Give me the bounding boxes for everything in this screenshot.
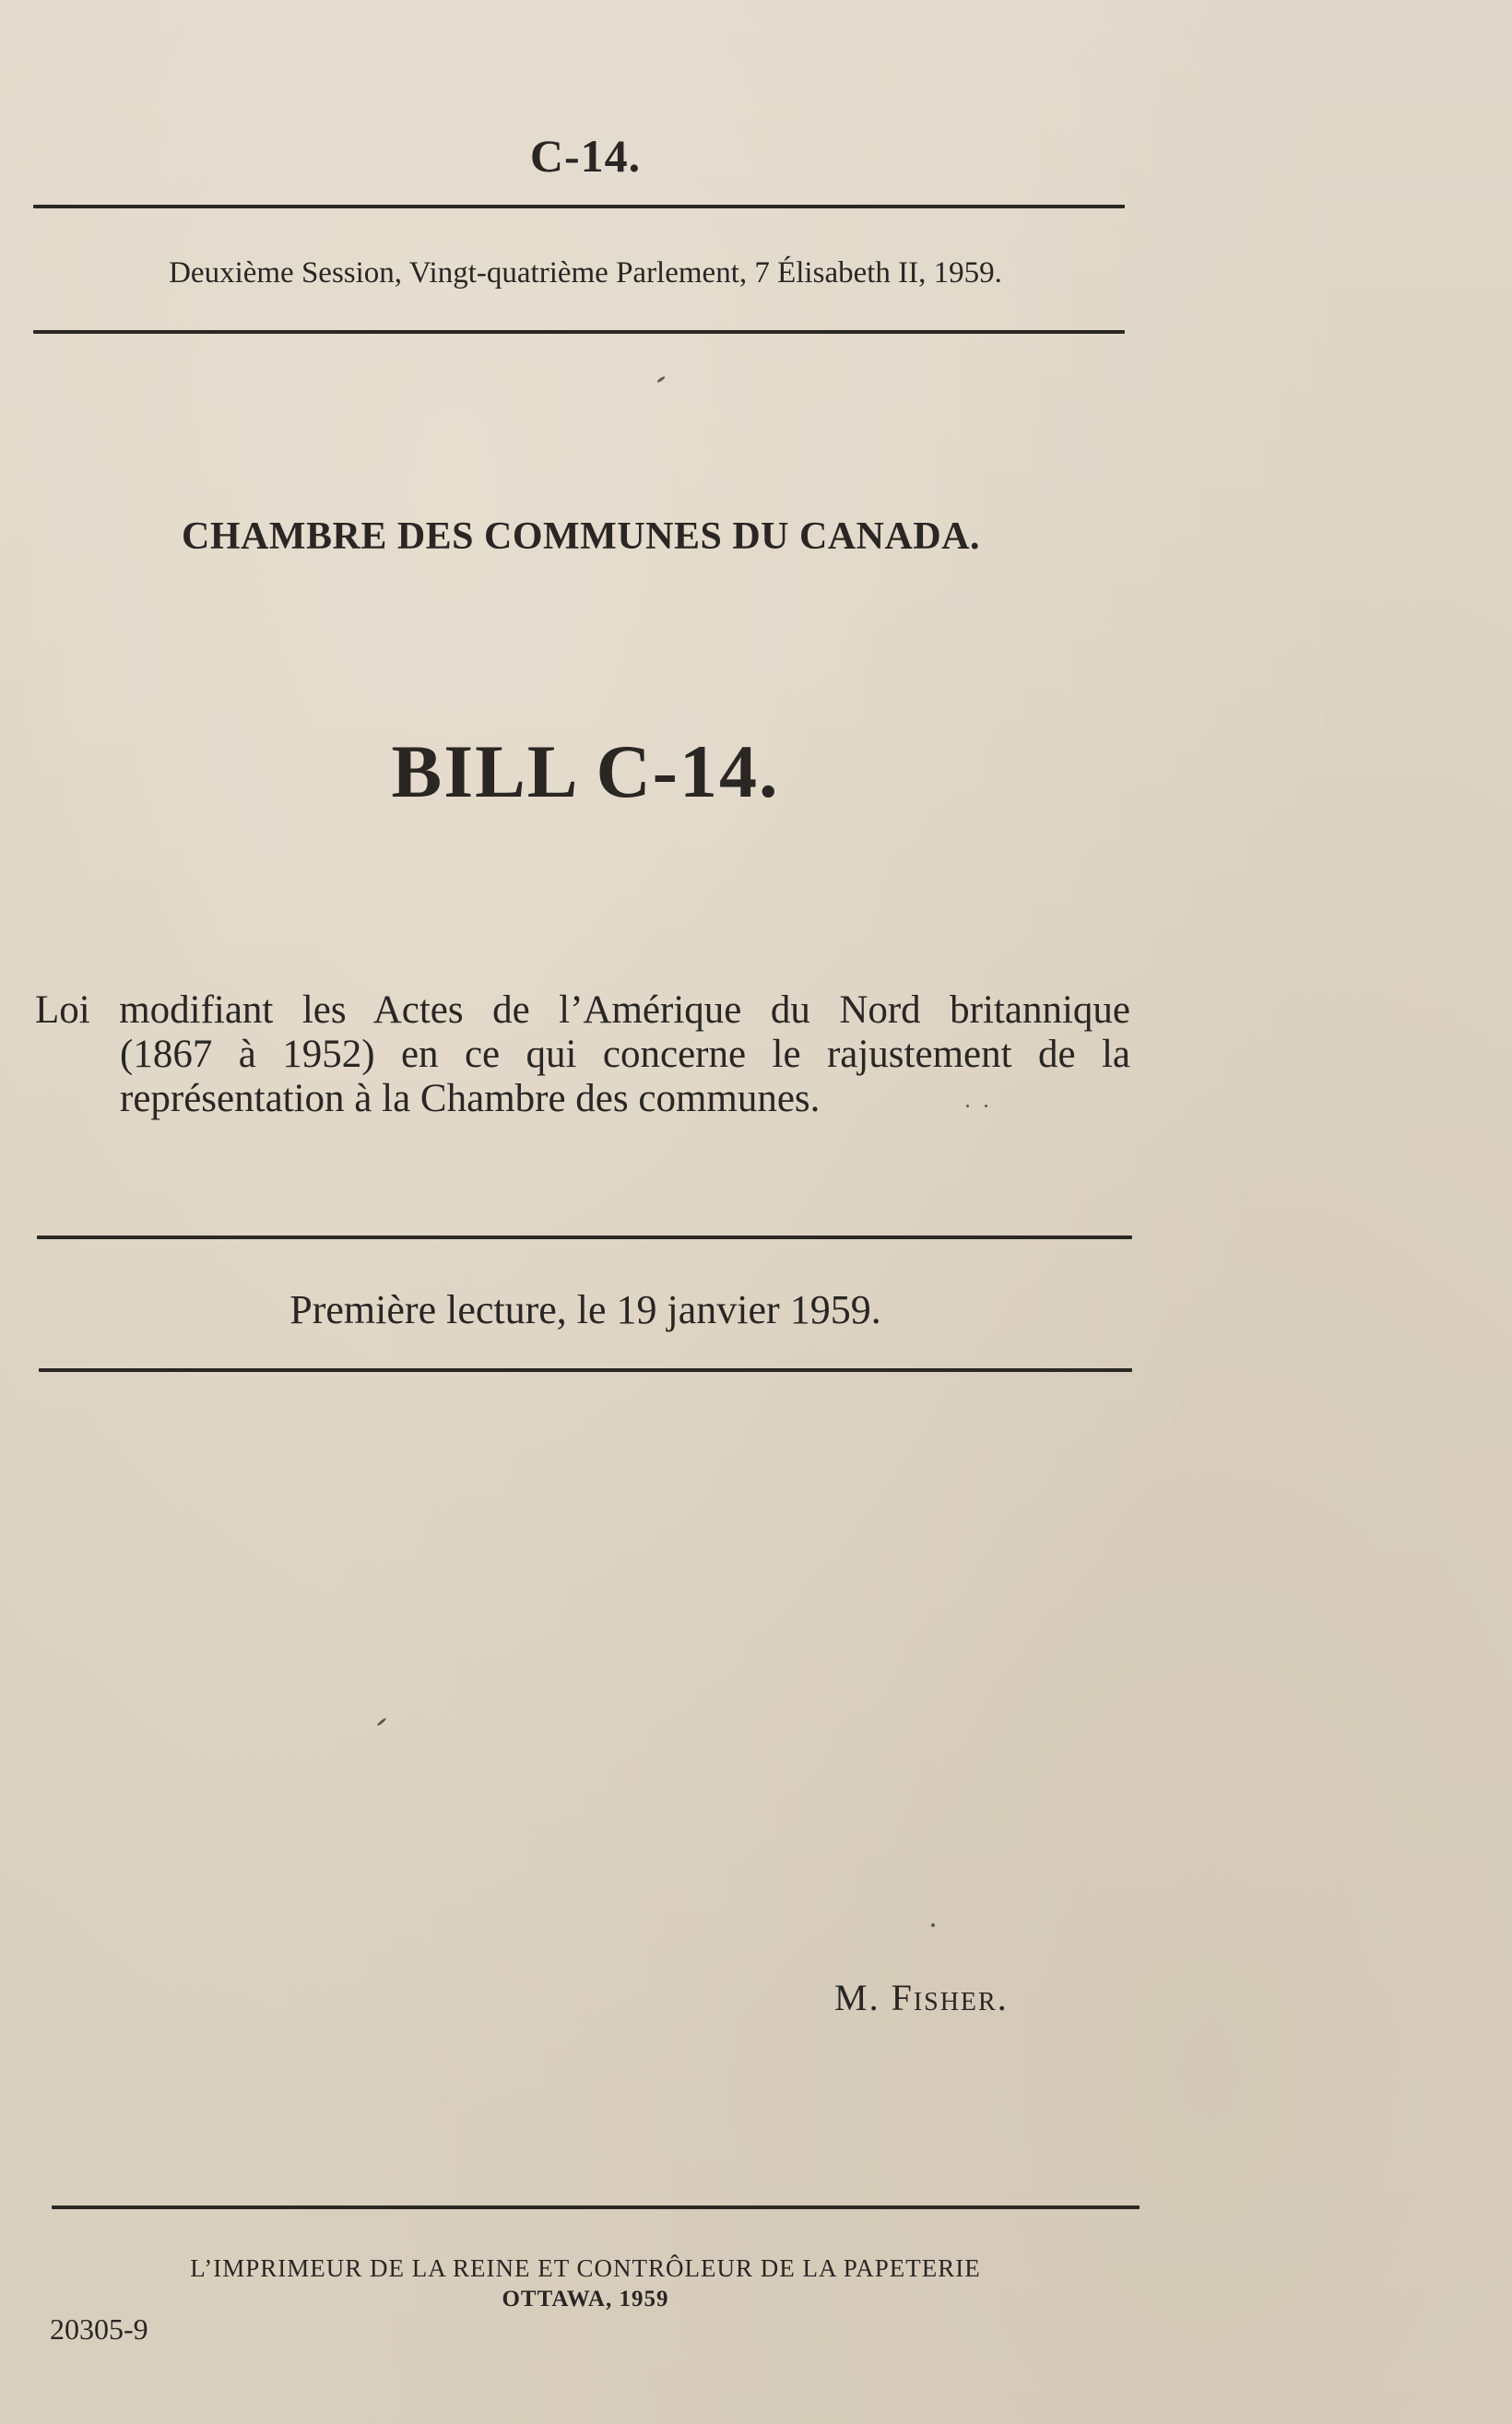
footer-rule <box>52 2205 1140 2209</box>
description-line-3: représentation à la Chambre des communes. <box>120 1077 821 1120</box>
paper-speck <box>931 1923 935 1927</box>
bill-number-header: C-14. <box>529 130 642 182</box>
catalog-number: 20305-9 <box>50 2312 148 2346</box>
paper-speck <box>376 1717 386 1726</box>
chamber-heading: CHAMBRE DES COMMUNES DU CANADA. <box>182 515 980 558</box>
first-reading-date: Première lecture, le 19 janvier 1959. <box>289 1287 881 1332</box>
session-rule <box>33 330 1125 334</box>
printer-line: L’IMPRIMEUR DE LA REINE ET CONTRÔLEUR DE LA PAPETERIE <box>190 2254 981 2282</box>
bill-title: BILL C-14. <box>391 729 780 813</box>
description-line-1: Loi modifiant les Actes de l’Amérique du Nord britannique <box>35 988 1130 1032</box>
reading-bottom-rule <box>39 1368 1132 1372</box>
paper-speck <box>656 375 666 383</box>
printer-city-year: OTTAWA, 1959 <box>502 2287 669 2312</box>
description-line-2: (1867 à 1952) en ce qui concerne le rajustement de la <box>120 1033 1130 1076</box>
top-rule <box>33 205 1125 208</box>
paper-speck <box>985 1105 987 1107</box>
reading-top-rule <box>37 1236 1132 1239</box>
sponsor-name: M. Fisher. <box>834 1977 1009 2018</box>
session-line: Deuxième Session, Vingt-quatrième Parlement, 7 Élisabeth II, 1959. <box>169 256 1002 290</box>
paper-speck <box>966 1105 969 1107</box>
bill-description <box>35 988 1130 1121</box>
